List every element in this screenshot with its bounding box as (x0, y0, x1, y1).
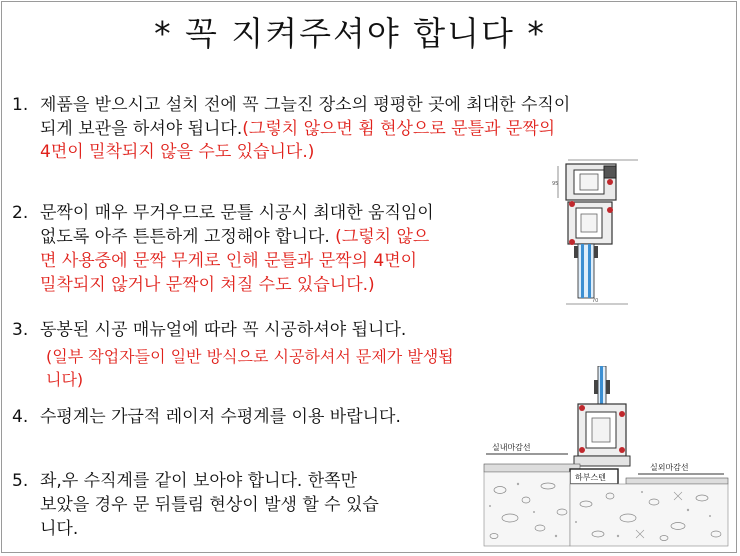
list-item-2-line3: 면 사용중에 문짝 무게로 인해 문틀과 문짝의 4면이 (40, 251, 418, 271)
item-number: 4. (12, 407, 29, 427)
exterior-finish-label: 실외마감선 (650, 463, 689, 472)
list-item-2 (12, 200, 434, 226)
threshold-label: 하부스텐 (575, 473, 606, 482)
list-item-5 (12, 468, 357, 494)
list-item-5-line2: 보았을 경우 문 뒤틀림 현상이 발생 할 수 있습 (40, 495, 379, 515)
item-text: 되게 보관을 하셔야 됩니다. (40, 119, 243, 139)
list-item-3-line3: 니다) (46, 370, 84, 389)
list-item-1 (12, 92, 570, 118)
list-item-2-line2 (40, 224, 429, 250)
item-number: 5. (12, 471, 29, 491)
item-warning: (그렇치 않으 (329, 227, 430, 247)
dimension-label-width: 70 (592, 298, 599, 304)
item-text: 문짝이 매우 무거우므로 문틀 시공시 최대한 움직임이 (40, 203, 434, 223)
frame-section-bottom-drawing (478, 366, 730, 548)
list-item-5-line3: 니다. (40, 519, 79, 539)
item-warning: (그렇치 않으면 휨 현상으로 문틀과 문짝의 (242, 119, 556, 139)
item-text: 동봉된 시공 매뉴얼에 따라 꼭 시공하셔야 됩니다. (40, 320, 407, 340)
list-item-4 (12, 404, 401, 430)
item-text: 좌,우 수직계를 같이 보아야 합니다. 한쪽만 (40, 471, 358, 491)
item-text: 제품을 받으시고 설치 전에 꼭 그늘진 장소의 평평한 곳에 최대한 수직이 (40, 95, 571, 115)
page-title: * 꼭 지켜주셔야 합니다 * (154, 14, 546, 53)
item-text: 수평계는 가급적 레이저 수평계를 이용 바랍니다. (40, 407, 401, 427)
dimension-label-height: 95 (552, 181, 559, 187)
frame-section-top-drawing (548, 158, 648, 308)
list-item-1-line3: 4면이 밀착되지 않을 수도 있습니다.) (40, 142, 315, 162)
item-number: 1. (12, 95, 29, 115)
item-number: 3. (12, 320, 29, 340)
interior-finish-label: 실내마감선 (492, 443, 531, 452)
list-item-3 (12, 317, 406, 343)
item-number: 2. (12, 203, 29, 223)
list-item-2-line4: 밀착되지 않거나 문짝이 쳐질 수도 있습니다.) (40, 275, 375, 295)
item-text: 없도록 아주 튼튼하게 고정해야 합니다. (40, 227, 330, 247)
list-item-3-line2: (일부 작업자들이 일반 방식으로 시공하셔서 문제가 발생됩 (46, 347, 454, 366)
